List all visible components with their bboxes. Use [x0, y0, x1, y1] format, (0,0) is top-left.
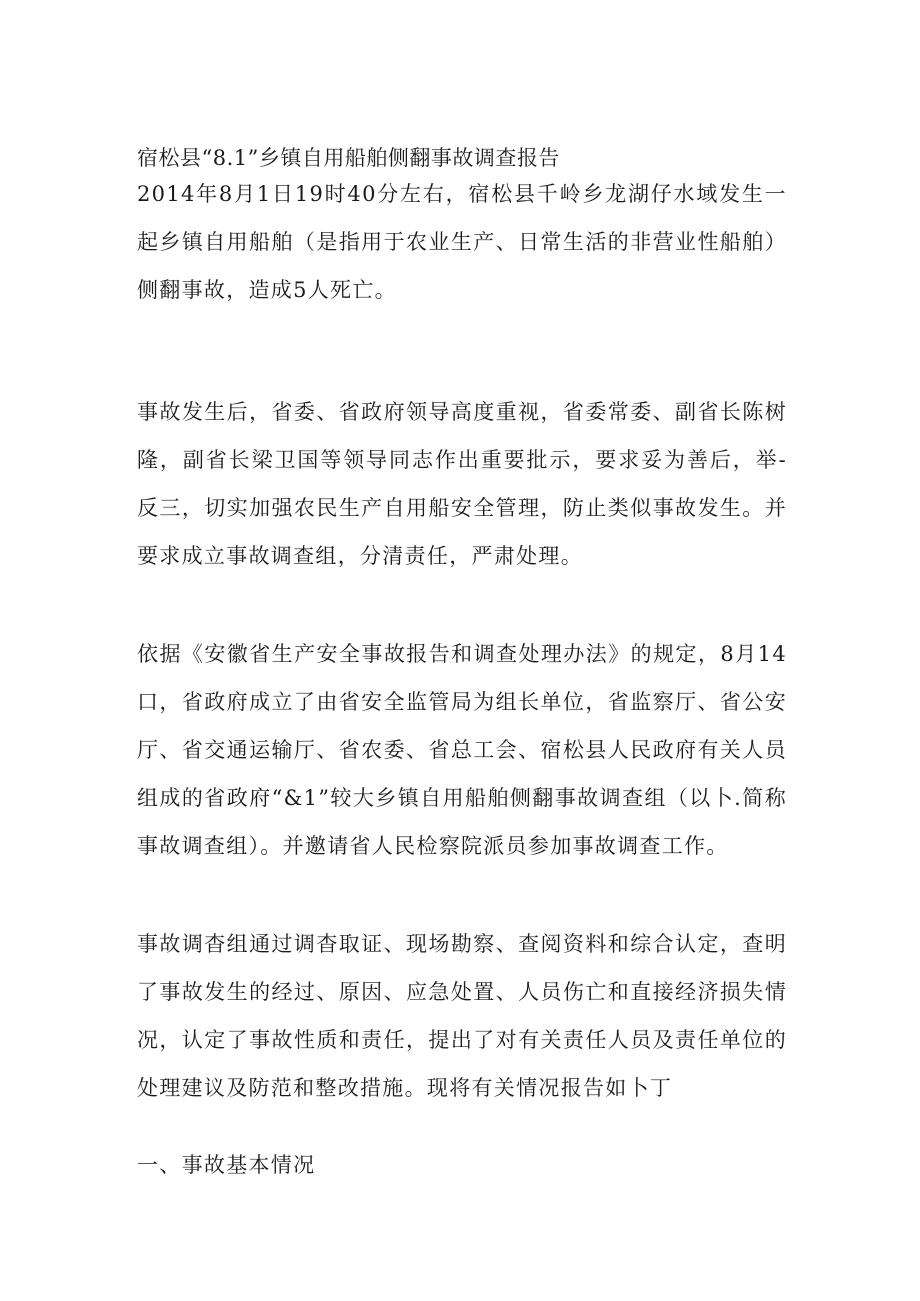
section-heading-basic-info: 一、事故基本情况 — [137, 1153, 316, 1177]
paragraph-investigation-team: 依据《安徽省生产安全事故报告和调查处理办法》的规定，8月14口，省政府成立了由省安全监管局为组长单位，省监察厅、省公安厅、省交通运输厅、省农委、省总工会、宿松县人民政府有关人员组成的省政府“&1”较大乡镇自用船舶侧翻事故调查组（以卜.简称事故调查组）。并邀请省人民检察院派员参加事故调查工作。 — [137, 642, 787, 858]
document-title: 宿松县“8.1”乡镇自用船舶侧翻事故调查报告 — [137, 146, 560, 170]
paragraph-leadership-instructions: 事故发生后，省委、省政府领导高度重视，省委常委、副省长陈树隆，副省长梁卫国等领导同志作出重要批示，要求妥为善后，举-反三，切实加强农民生产自用船安全管理，防止类似事故发生。并要求成立事故调查组，分清责任，严肃处理。 — [137, 400, 787, 568]
paragraph-accident-summary: 2014年8月1日19时40分左右，宿松县千岭乡龙湖仔水域发生一起乡镇自用船舶（是指用于农业生产、日常生活的非营业性船舶）侧翻事故，造成5人死亡。 — [137, 182, 787, 302]
paragraph-investigation-findings: 事故调杳组通过调杳取证、现场勘察、查阅资料和综合认定，查明了事故发生的经过、原因、应急处置、人员伤亡和直接经济损失情况，认定了事故性质和责任，提出了对有关责任人员及责任单位的处理建议及防范和整改措施。现将有关情况报告如卜丁 — [137, 932, 787, 1100]
